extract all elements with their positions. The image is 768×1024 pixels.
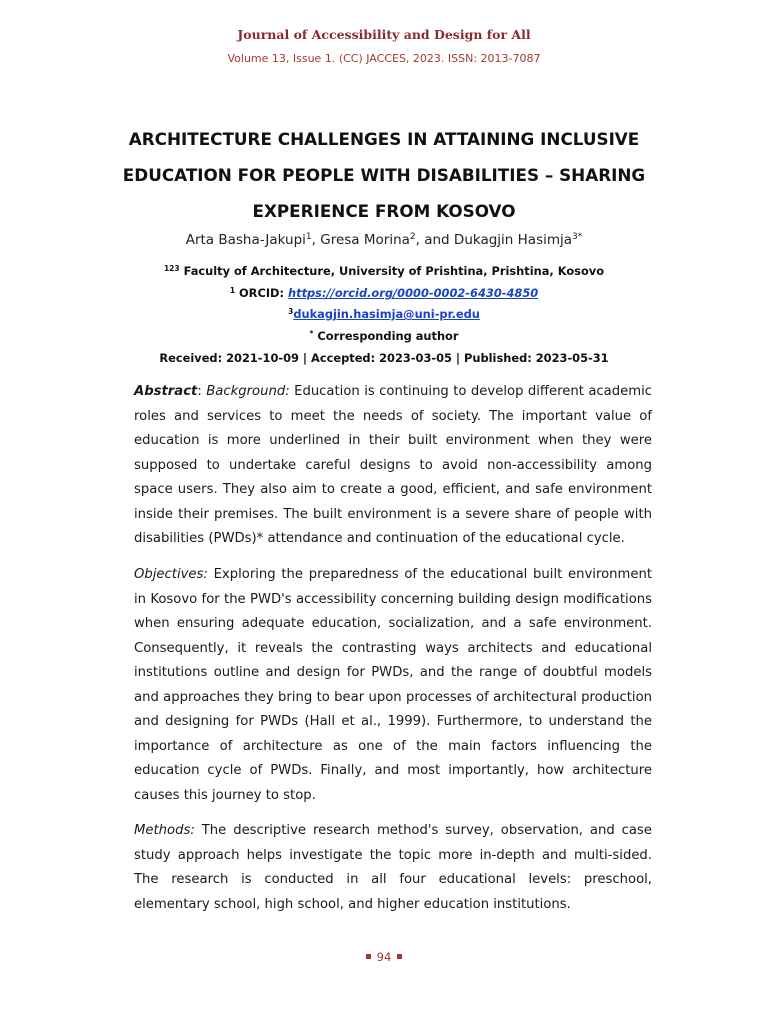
orcid-superscript: 1 <box>229 286 236 295</box>
affiliation-superscript: 123 <box>163 264 180 273</box>
corresponding-note <box>0 329 768 343</box>
page-number-text: 94 <box>376 950 392 964</box>
author-list <box>0 232 768 248</box>
author-name[interactable]: Dukagjin Hasimja <box>453 232 573 248</box>
abstract-objectives <box>134 563 652 808</box>
email-line <box>0 307 768 321</box>
page-bullet-right <box>397 954 402 959</box>
methods-label: Methods: <box>134 823 195 838</box>
page-number <box>0 950 768 964</box>
author-separator: , and <box>415 232 454 248</box>
abstract-methods <box>134 819 652 917</box>
orcid-link[interactable]: https://orcid.org/0000-0002-6430-4850 <box>288 286 539 300</box>
background-label: Background: <box>206 384 290 399</box>
objectives-text: Exploring the preparedness of the educational built environment in Kosovo for the PWD's accessibility concerning building design modifications when ensuring adequate education, socialization, and a safe environment. Consequently, it reveals the contrasting ways architects and educational institutions outline and design for PWDs, and the range of doubtful models and approaches they bring to bear upon processes of architectural production and designing for PWDs (Hall et al., 1999). Furthermore, to understand the importance of architecture as one of the main factors influencing the education cycle of PWDs. Finally, and most importantly, how architecture causes this journey to stop. <box>134 567 652 803</box>
corresponding-superscript: * <box>309 329 314 338</box>
email-superscript: 3 <box>288 307 294 316</box>
abstract-label: Abstract <box>134 384 198 399</box>
methods-text: The descriptive research method's survey, observation, and case study approach helps investigate the topic more in-depth and multi-sided. The research is conducted in all four educational levels: preschool, elementary school, high school, and higher education institutions. <box>134 823 652 912</box>
affiliation-text: Faculty of Architecture, University of Prishtina, Prishtina, Kosovo <box>183 264 605 278</box>
background-text: Education is continuing to develop different academic roles and services to meet the needs of society. The important value of education is more underlined in their built environment when they were supposed to undertake careful designs to avoid non-accessibility among space users. They also aim to create a good, efficient, and safe environment inside their premises. The built environment is a severe share of people with disabilities (PWDs)* attendance and continuation of the educational cycle. <box>134 384 652 546</box>
publication-dates: Received: 2021-10-09 | Accepted: 2023-03-05 | Published: 2023-05-31 <box>159 351 609 365</box>
author-superscript: 3* <box>572 232 583 242</box>
paper-title: ARCHITECTURE CHALLENGES IN ATTAINING INCLUSIVE EDUCATION FOR PEOPLE WITH DISABILITIES – SHARING EXPERIENCE FROM KOSOVO <box>122 129 646 221</box>
author-superscript: 2 <box>409 232 416 242</box>
abstract-separator: : <box>197 384 202 399</box>
email-link[interactable]: dukagjin.hasimja@uni-pr.edu <box>293 307 480 321</box>
author-superscript: 1 <box>305 232 312 242</box>
author-name[interactable]: Gresa Morina <box>320 232 410 248</box>
author-separator: , <box>311 232 321 248</box>
orcid-label: ORCID: <box>239 286 285 300</box>
journal-title: Journal of Accessibility and Design for All <box>237 27 531 42</box>
abstract-background <box>134 380 652 552</box>
affiliation <box>0 264 768 278</box>
orcid-line <box>0 286 768 300</box>
volume-line: Volume 13, Issue 1. (CC) JACCES, 2023. ISSN: 2013-7087 <box>227 52 541 65</box>
author-name[interactable]: Arta Basha-Jakupi <box>185 232 306 248</box>
page-bullet-left <box>366 954 371 959</box>
objectives-label: Objectives: <box>134 567 208 582</box>
corresponding-label: Corresponding author <box>317 329 459 343</box>
